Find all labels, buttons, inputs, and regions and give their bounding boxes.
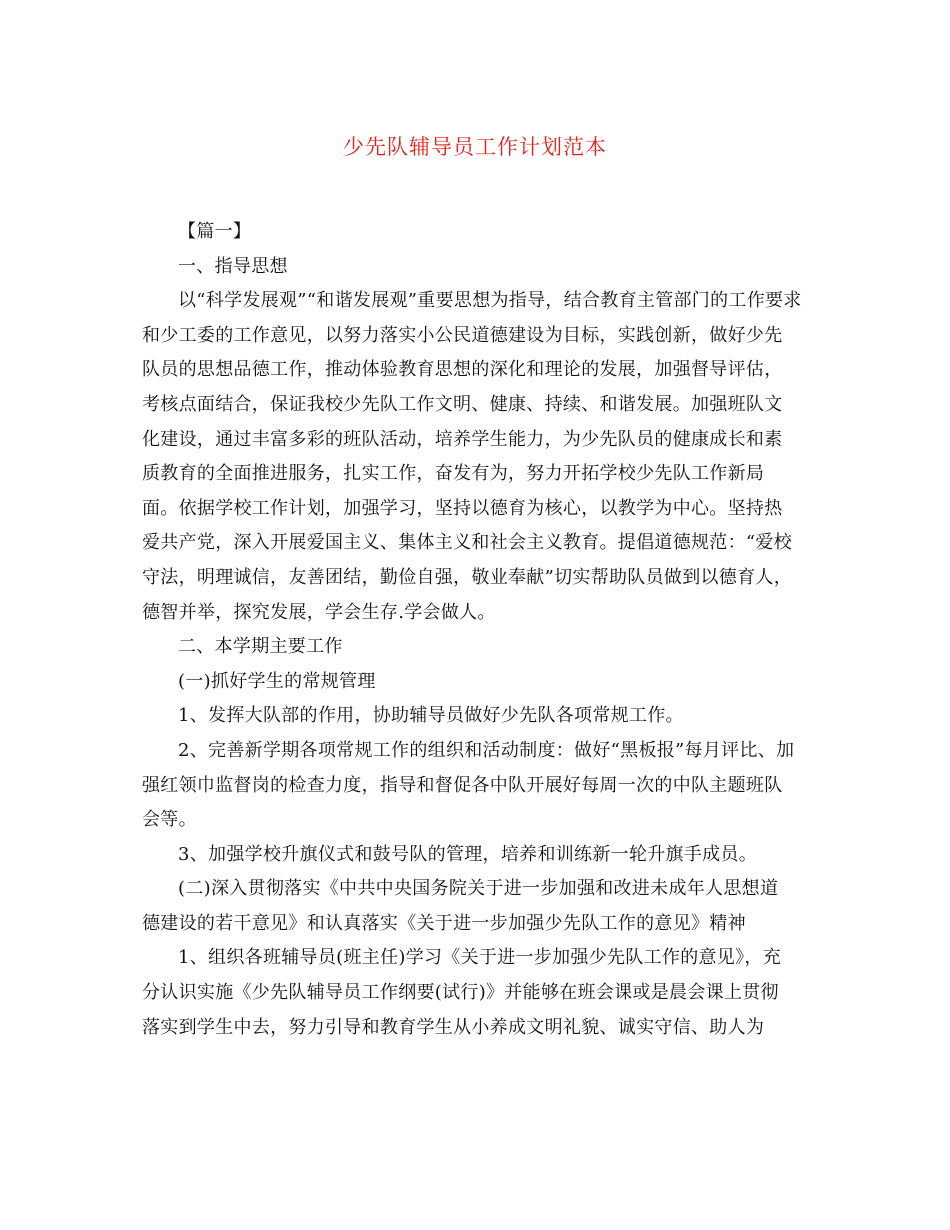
text-line: (一)抓好学生的常规管理: [178, 670, 376, 692]
text-line: 质教育的全面推进服务，扎实工作，奋发有为，努力开拓学校少先队工作新局: [142, 463, 765, 485]
text-line: 一、指导思想: [178, 255, 288, 277]
text-line: 爱共产党，深入开展爱国主义、集体主义和社会主义教育。提倡道德规范：“爱校: [142, 532, 792, 554]
text-line: 3、加强学校升旗仪式和鼓号队的管理，培养和训练新一轮升旗手成员。: [178, 843, 758, 865]
text-line: 2、完善新学期各项常规工作的组织和活动制度：做好“黑板报”每月评比、加: [178, 739, 795, 761]
text-line: 和少工委的工作意见，以努力落实小公民道德建设为目标，实践创新，做好少先: [142, 324, 783, 346]
text-line: 德智并举，探究发展，学会生存.学会做人。: [142, 601, 496, 623]
text-line: 1、组织各班辅导员(班主任)学习《关于进一步加强少先队工作的意见》，充: [178, 947, 781, 969]
text-line: 考核点面结合，保证我校少先队工作文明、健康、持续、和谐发展。加强班队文: [142, 393, 783, 415]
text-line: 分认识实施《少先队辅导员工作纲要(试行)》并能够在班会课或是晨会课上贯彻: [142, 982, 779, 1004]
text-line: 【篇一】: [178, 221, 252, 242]
text-line: 1、发挥大队部的作用，协助辅导员做好少先队各项常规工作。: [178, 705, 684, 727]
text-line: 化建设，通过丰富多彩的班队活动，培养学生能力，为少先队员的健康成长和素: [142, 428, 783, 450]
text-line: 德建设的若干意见》和认真落实《关于进一步加强少先队工作的意见》精神: [142, 912, 746, 934]
document-body: [142, 215, 810, 1045]
text-line: 守法，明理诚信，友善团结，勤俭自强，敬业奉献”切实帮助队员做到以德育人，: [142, 566, 792, 588]
text-line: 二、本学期主要工作: [178, 636, 343, 658]
text-line: 会等。: [142, 809, 197, 831]
text-line: 以“科学发展观”“和谐发展观”重要思想为指导，结合教育主管部门的工作要求: [178, 290, 802, 312]
text-line: 队员的思想品德工作，推动体验教育思想的深化和理论的发展，加强督导评估，: [142, 359, 783, 381]
text-line: 落实到学生中去，努力引导和教育学生从小养成文明礼貌、诚实守信、助人为: [142, 1016, 765, 1038]
text-line: 强红领巾监督岗的检查力度，指导和督促各中队开展好每周一次的中队主题班队: [142, 774, 783, 796]
text-line: 面。依据学校工作计划，加强学习，坚持以德育为核心，以教学为中心。坚持热: [142, 497, 783, 519]
document-title: 少先队辅导员工作计划范本: [343, 135, 607, 159]
text-line: (二)深入贯彻落实《中共中央国务院关于进一步加强和改进未成年人思想道: [178, 878, 779, 900]
